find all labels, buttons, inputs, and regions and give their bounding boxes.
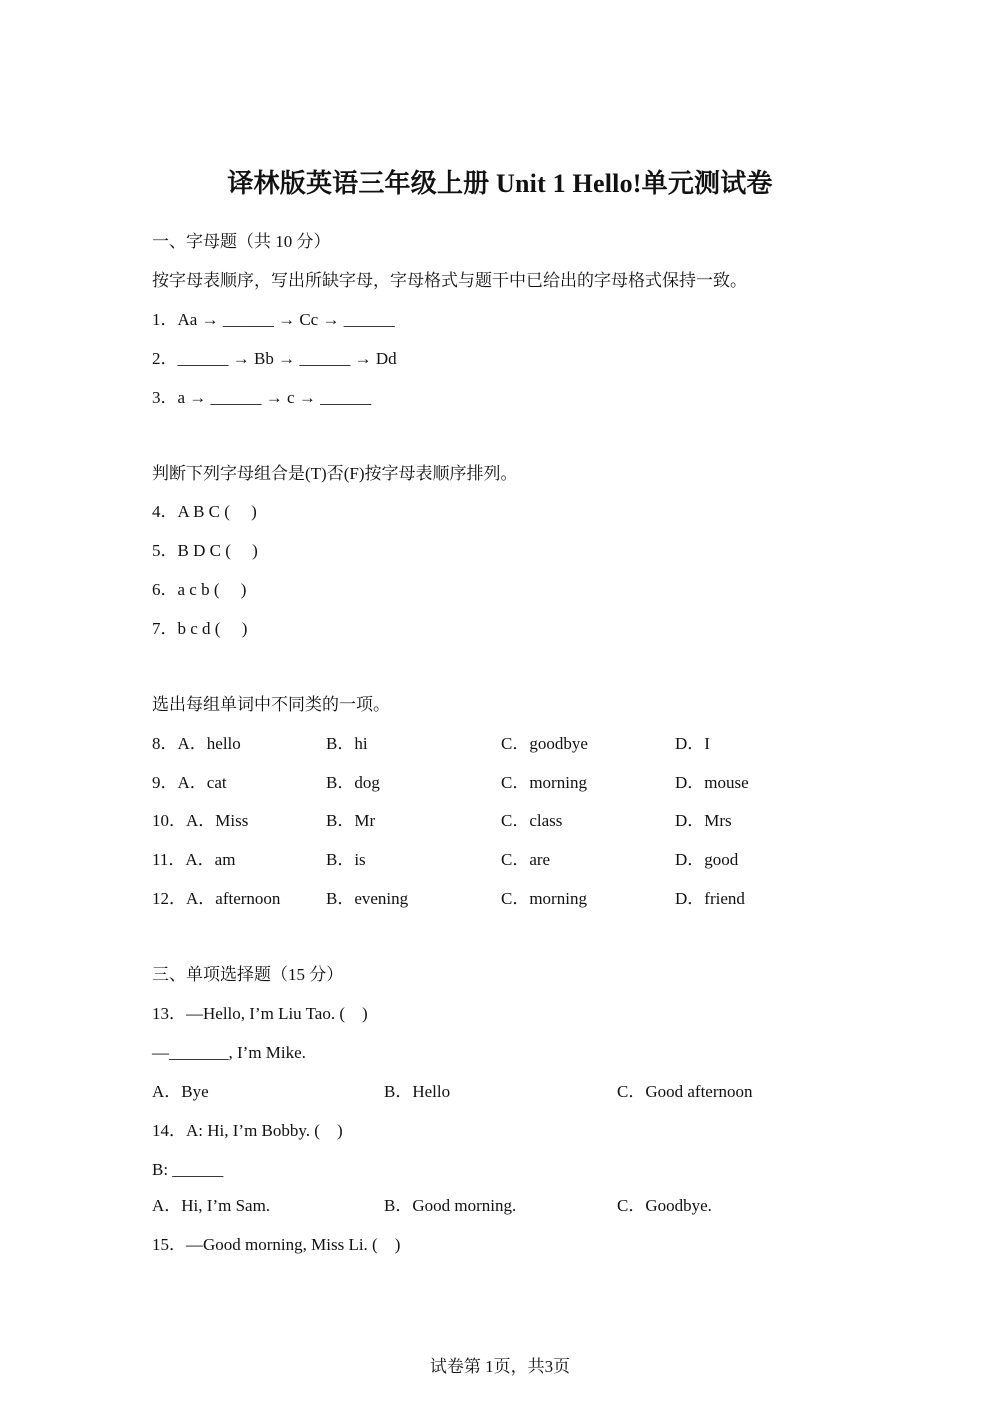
option-d: D．friend [675,889,745,908]
question-4: 4．A B C ( ) [152,502,257,521]
option-c: C．Goodbye. [617,1196,712,1215]
option-d: D．mouse [675,773,749,792]
option-a: A．Hi, I’m Sam. [152,1196,271,1215]
option-d: D．Mrs [675,811,732,830]
instruction-odd-one-out: 选出每组单词中不同类的一项。 [152,695,390,714]
option-a: 9．A．cat [152,773,227,792]
option-a: 11．A．am [152,850,236,869]
question-13-reply: —_______, I’m Mike. [152,1043,306,1062]
instruction-missing-letters: 按字母表顺序，写出所缺字母，字母格式与题干中已给出的字母格式保持一致。 [152,271,747,290]
option-c: C．class [501,811,563,830]
instruction-true-false: 判断下列字母组合是(T)否(F)按字母表顺序排列。 [152,464,518,483]
option-b: B．dog [326,773,380,792]
option-a: 10．A．Miss [152,811,249,830]
option-c: C．morning [501,889,587,908]
question-15: 15．—Good morning, Miss Li. ( ) [152,1235,401,1254]
option-c: C．goodbye [501,734,588,753]
option-d: D．good [675,850,739,869]
question-3: 3．a → ______ → c → ______ [152,388,372,407]
page-title: 译林版英语三年级上册 Unit 1 Hello!单元测试卷 [227,169,773,198]
option-b: B．is [326,850,366,869]
option-b: B．evening [326,889,409,908]
question-13: 13．—Hello, I’m Liu Tao. ( ) [152,1004,368,1023]
question-1: 1．Aa → ______ → Cc → ______ [152,310,395,329]
option-c: C．are [501,850,551,869]
question-14: 14．A: Hi, I’m Bobby. ( ) [152,1121,343,1140]
option-b: B．hi [326,734,368,753]
option-b: B．Good morning. [384,1196,517,1215]
option-b: B．Hello [384,1082,451,1101]
option-c: C．morning [501,773,587,792]
question-7: 7．b c d ( ) [152,619,248,638]
option-c: C．Good afternoon [617,1082,753,1101]
section-heading-letters: 一、字母题（共 10 分） [152,232,331,251]
page-footer: 试卷第 1页，共3页 [429,1357,571,1376]
option-a: 8．A．hello [152,734,241,753]
option-d: D．I [675,734,710,753]
question-5: 5．B D C ( ) [152,541,258,560]
option-b: B．Mr [326,811,376,830]
question-2: 2．______ → Bb → ______ → Dd [152,349,397,368]
section-heading-single-choice: 三、单项选择题（15 分） [152,965,344,984]
option-a: 12．A．afternoon [152,889,281,908]
question-14-reply: B: ______ [152,1160,224,1179]
question-6: 6．a c b ( ) [152,580,247,599]
option-a: A．Bye [152,1082,209,1101]
